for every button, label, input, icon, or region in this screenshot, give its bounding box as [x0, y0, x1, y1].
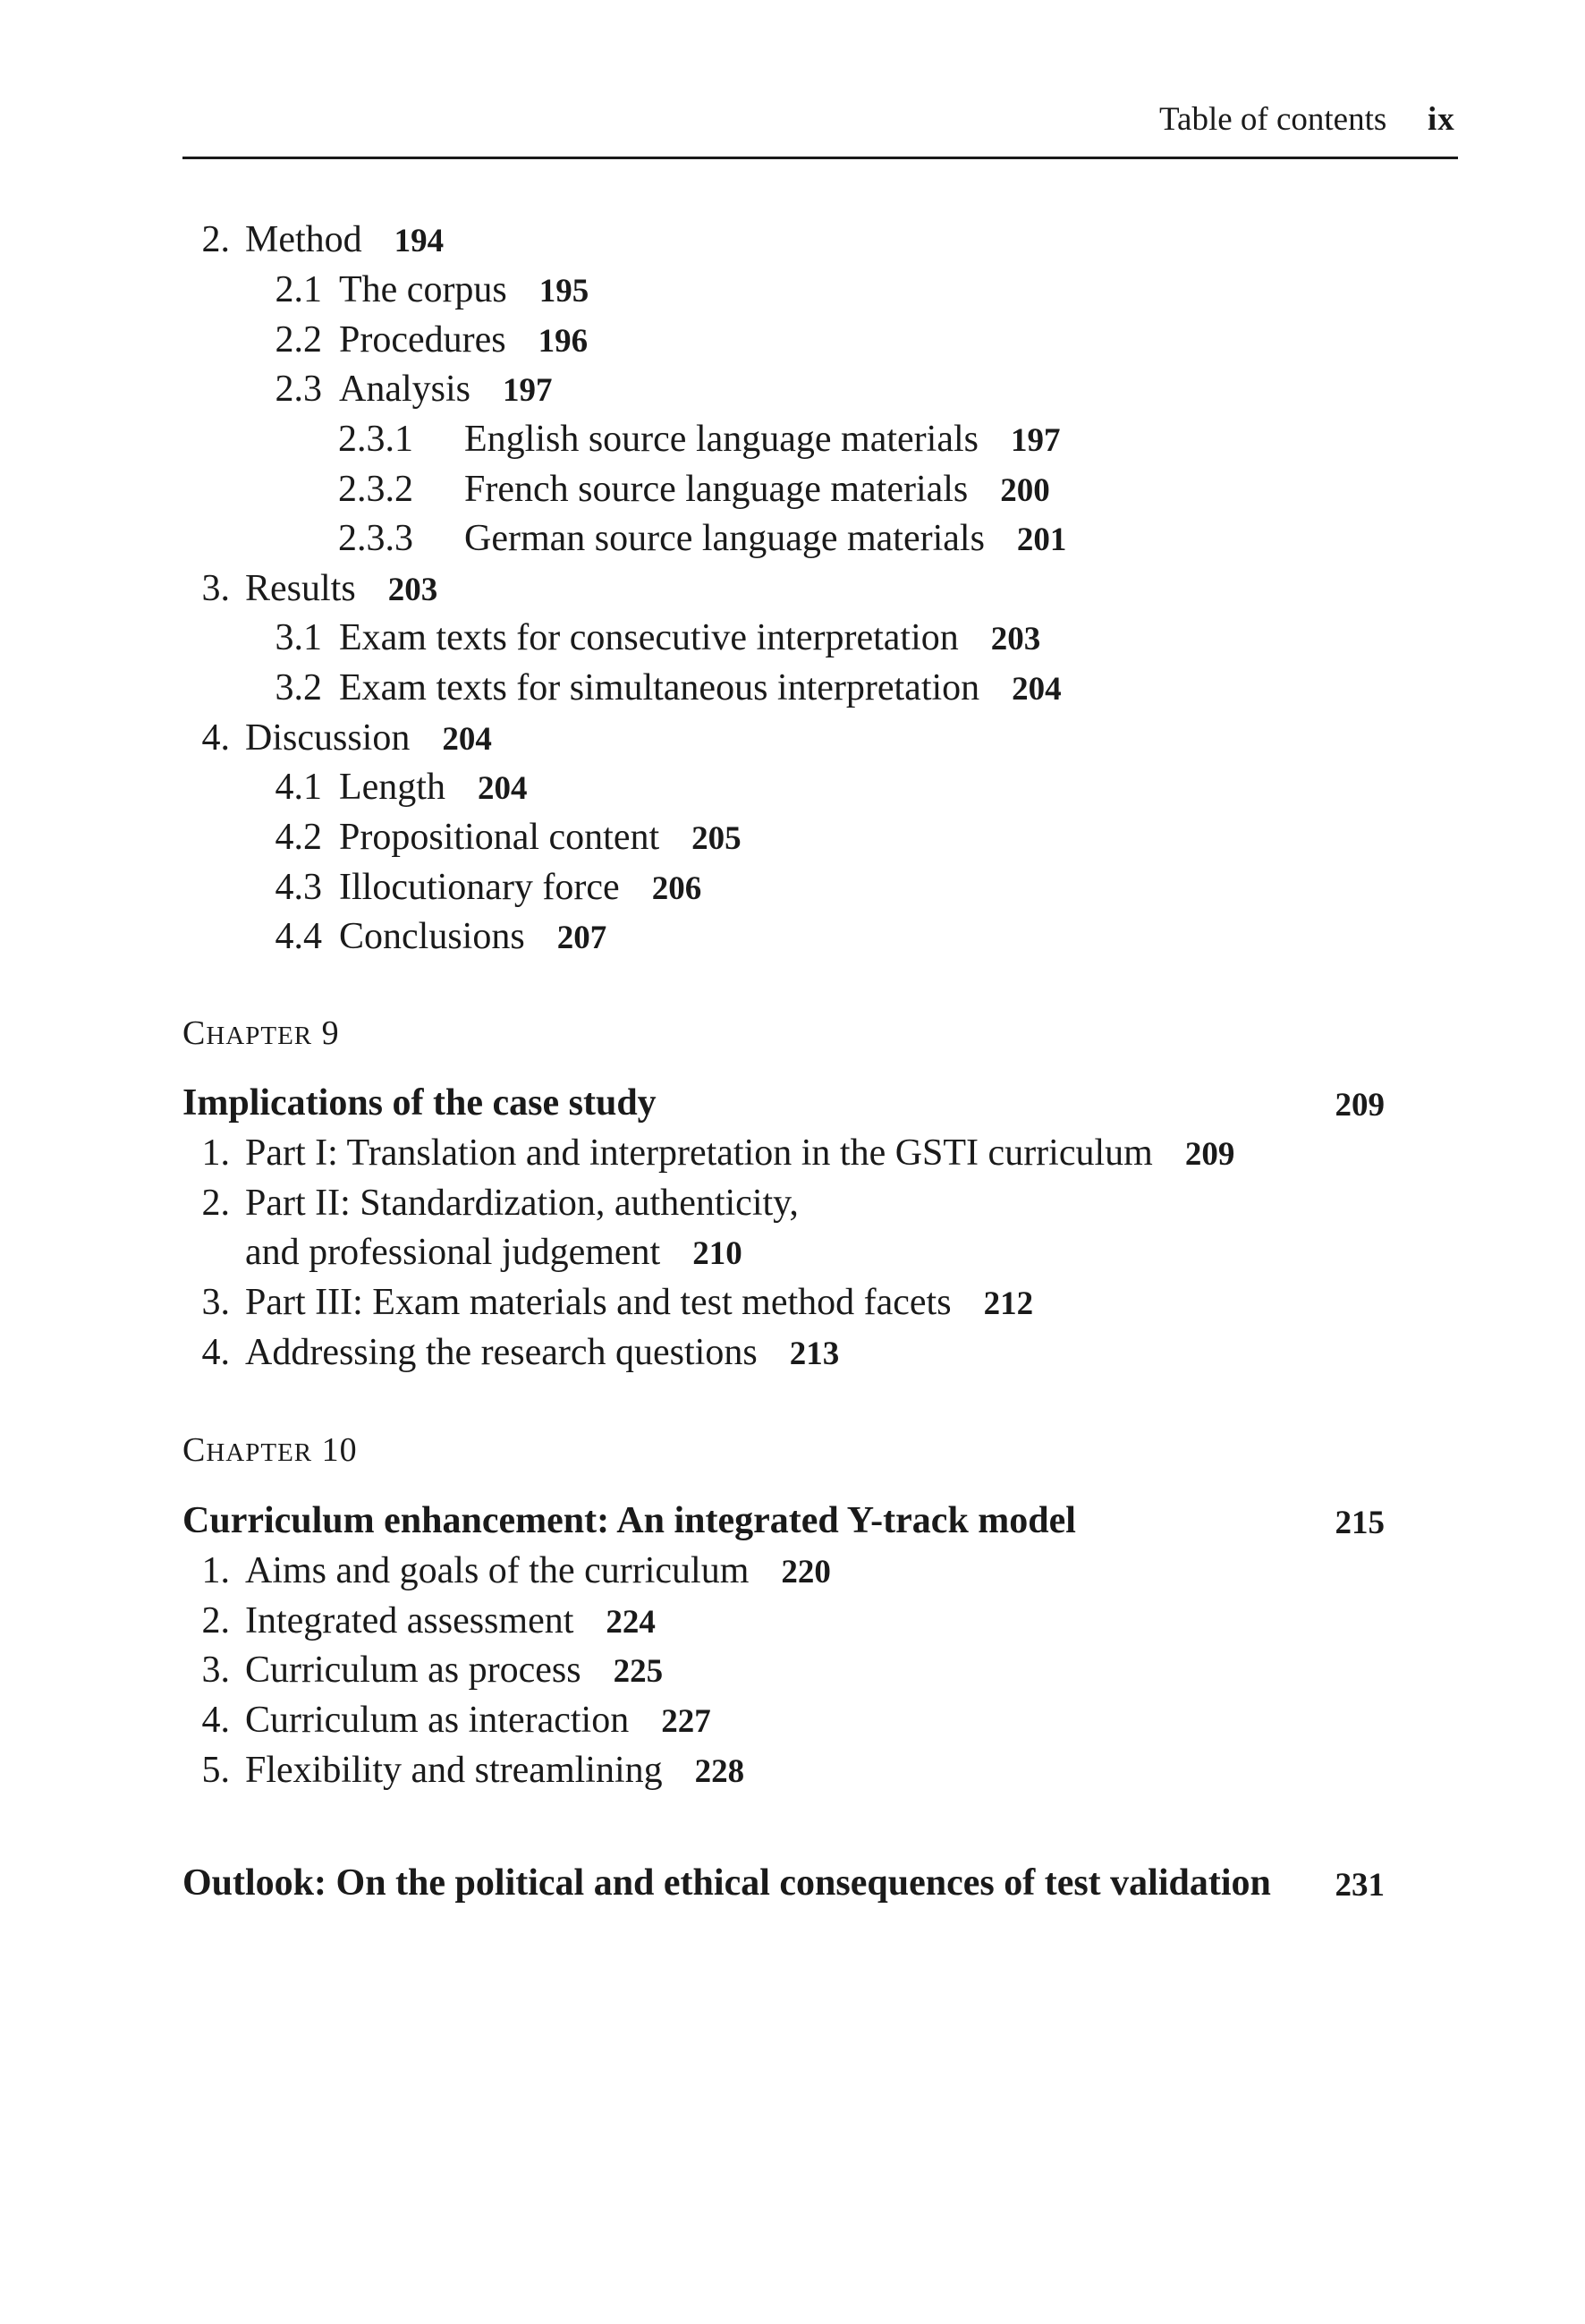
- toc-entry-text: Analysis: [339, 369, 470, 410]
- toc-entry-page: 204: [1012, 671, 1062, 708]
- toc-entry-text: and professional judgement: [245, 1232, 661, 1273]
- toc-entry-page: 201: [1016, 522, 1067, 558]
- toc-entry-number: 3.2: [275, 667, 322, 708]
- toc-entry-text: Addressing the research questions: [245, 1332, 758, 1373]
- outlook-page: 231: [1335, 1867, 1385, 1904]
- toc-entry-page: 210: [692, 1235, 742, 1272]
- toc-entry-page: 220: [781, 1554, 831, 1590]
- chapter-title[interactable]: Curriculum enhancement: An integrated Y-track model: [182, 1500, 1076, 1541]
- toc-entry-number: 3.1: [275, 617, 322, 658]
- toc-entry-text: Procedures: [339, 319, 506, 360]
- toc-entry-number: 4.4: [275, 916, 322, 957]
- toc-entry-text: Results: [245, 568, 356, 609]
- toc-entry-text: Aims and goals of the curriculum: [245, 1550, 750, 1591]
- toc-entry-number: 4.: [201, 717, 230, 759]
- toc-entry-text: Propositional content: [339, 817, 660, 858]
- toc-entry-number: 2.1: [275, 269, 322, 310]
- toc-entry-text: Integrated assessment: [245, 1600, 574, 1641]
- running-header-title: Table of contents: [1159, 101, 1387, 138]
- toc-entry-number: 2.: [201, 219, 230, 260]
- toc-entry-number: 2.: [201, 1600, 230, 1641]
- toc-entry-text: Length: [339, 767, 445, 808]
- chapter-title[interactable]: Implications of the case study: [182, 1082, 657, 1124]
- toc-entry-number: 2.3.1: [338, 419, 413, 460]
- toc-entry-text: Curriculum as process: [245, 1650, 581, 1691]
- toc-entry-page: 209: [1184, 1136, 1235, 1173]
- toc-entry-number: 2.2: [275, 319, 322, 360]
- toc-entry-text: Method: [245, 219, 362, 260]
- toc-entry-number: 2.: [201, 1183, 230, 1224]
- toc-entry-page: 224: [606, 1604, 656, 1641]
- toc-entry-text: Part I: Translation and interpretation in the GSTI curriculum: [245, 1132, 1153, 1174]
- chapter-label: CHAPTER 10: [182, 1431, 358, 1469]
- toc-entry-page: 228: [694, 1753, 745, 1790]
- toc-entry-page: 212: [983, 1285, 1034, 1322]
- toc-entry-number: 4.2: [275, 817, 322, 858]
- toc-entry-page: 225: [613, 1653, 664, 1690]
- toc-entry-page: 205: [691, 820, 742, 857]
- toc-entry-text: French source language materials: [464, 469, 969, 510]
- toc-entry-number: 3.: [201, 1282, 230, 1323]
- toc-entry-text: Flexibility and streamlining: [245, 1750, 663, 1791]
- toc-entry-text: Exam texts for consecutive interpretation: [339, 617, 959, 658]
- toc-entry-page: 204: [442, 721, 492, 758]
- toc-entry-number: 3.: [201, 1650, 230, 1691]
- toc-entry-page: 213: [789, 1336, 840, 1372]
- chapter-label: CHAPTER 9: [182, 1014, 340, 1052]
- toc-entry-number: 4.3: [275, 867, 322, 908]
- toc-entry-text: Curriculum as interaction: [245, 1700, 630, 1741]
- toc-entry-page: 197: [503, 372, 553, 409]
- toc-entry-page: 227: [661, 1703, 711, 1740]
- toc-entry-number: 2.3.2: [338, 469, 413, 510]
- toc-entry-number: 4.: [201, 1332, 230, 1373]
- toc-entry-number: 2.3.3: [338, 518, 413, 559]
- toc-entry-page: 200: [1000, 472, 1050, 509]
- toc-entry-page: 207: [556, 920, 607, 956]
- toc-entry-page: 203: [990, 621, 1041, 657]
- toc-entry-page: 196: [538, 323, 589, 360]
- toc-entry-page: 206: [651, 870, 702, 907]
- toc-entry-text: Part II: Standardization, authenticity,: [245, 1183, 799, 1224]
- toc-entry-text: Discussion: [245, 717, 411, 759]
- header-rule: [182, 157, 1458, 159]
- toc-entry-number: 2.3: [275, 369, 322, 410]
- toc-entry-number: 5.: [201, 1750, 230, 1791]
- toc-entry-text: The corpus: [339, 269, 507, 310]
- toc-entry-page: 194: [394, 223, 445, 259]
- outlook-title[interactable]: Outlook: On the political and ethical consequences of test validation: [182, 1862, 1271, 1904]
- toc-entry-number: 4.: [201, 1700, 230, 1741]
- toc-entry-text: Exam texts for simultaneous interpretation: [339, 667, 980, 708]
- toc-entry-text: English source language materials: [464, 419, 979, 460]
- chapter-title-page: 215: [1335, 1505, 1385, 1541]
- running-header-page-number: ix: [1428, 101, 1455, 138]
- toc-entry-text: German source language materials: [464, 518, 985, 559]
- toc-entry-text: Conclusions: [339, 916, 525, 957]
- chapter-title-page: 209: [1335, 1087, 1385, 1124]
- toc-entry-text: Illocutionary force: [339, 867, 620, 908]
- toc-entry-text: Part III: Exam materials and test method facets: [245, 1282, 952, 1323]
- toc-entry-number: 1.: [201, 1132, 230, 1174]
- toc-entry-page: 195: [538, 273, 589, 310]
- toc-entry-number: 4.1: [275, 767, 322, 808]
- toc-entry-page: 197: [1010, 422, 1061, 459]
- toc-entry-page: 204: [477, 770, 528, 807]
- toc-entry-page: 203: [387, 572, 438, 608]
- toc-entry-number: 3.: [201, 568, 230, 609]
- toc-entry-number: 1.: [201, 1550, 230, 1591]
